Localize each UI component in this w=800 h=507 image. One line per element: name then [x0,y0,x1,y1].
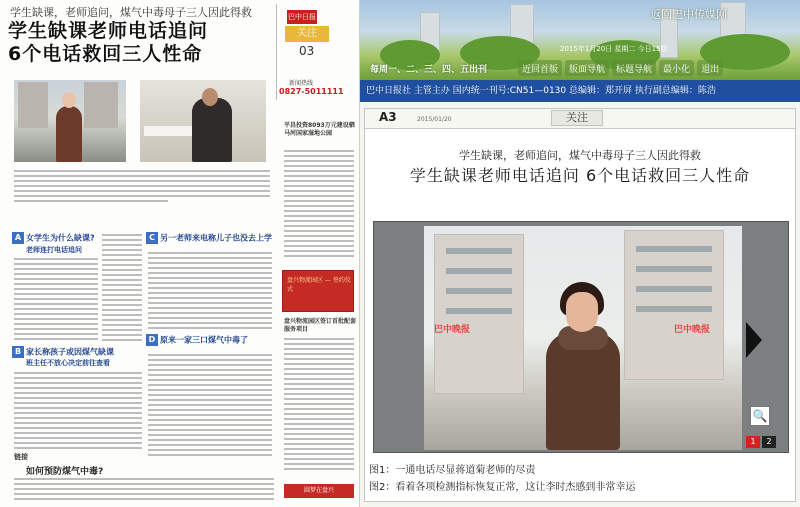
newspaper-photo-patient [140,80,266,162]
newspaper-masthead [276,4,356,100]
site-banner [360,0,800,80]
section-c-heading: C 另一老师来电称儿子也没去上学 [146,232,272,244]
slide-page-1[interactable]: 1 [746,436,760,448]
side-article-title-2: 盘兴物流园区签订首批配套服务项目 [284,318,357,333]
watermark-left: 巴中晚报 [434,325,471,335]
watermark-right: 巴中晚报 [674,325,711,335]
section-d-heading: D 原来一家三口煤气中毒了 [146,334,248,346]
masthead-logo: 巴中日报 [287,10,317,24]
article-lead-text [14,170,270,205]
footer-advert: 圆梦在盘兴 [284,484,354,498]
newspaper-photo-teacher [14,80,126,162]
section-c-text [148,252,272,332]
bottom-link-label: 链接 [14,453,28,461]
side-article-text-1 [284,150,354,260]
back-to-portal-link[interactable]: 返回巴中传媒网 [650,8,727,21]
side-advert [282,270,354,312]
article-date: 2015/01/20 [417,116,452,123]
section-b-text [14,372,142,452]
section-b-heading: B 家长称孩子或因煤气缺课 [12,346,114,358]
section-label: 关注 [551,110,603,126]
section-a-sub: 老师连打电话追问 [26,246,82,254]
side-article-text-2 [284,338,354,473]
photo-caption-2: 图2：看着各项检测指标恢复正常，这让李时杰感到非常幸运 [369,482,636,493]
nav-front-page[interactable]: 近回首版 [518,60,562,76]
hotline-number: 0827-5011111 [279,87,344,96]
publish-days: 每周一、二、三、四、五出刊 [370,65,488,75]
next-arrow-icon[interactable] [746,322,762,358]
side-article-title-1: 平昌投资8093万元建设驷马河国家湿地公园 [284,122,355,137]
nav-title-navigation[interactable]: 标题导航 [612,60,656,76]
photo-caption-1: 图1：一通电话尽显蒋道菊老师的尽责 [369,465,536,476]
top-nav [518,60,723,76]
article-header [365,109,795,129]
side-advert-text: 盘兴物流园区 — 签约仪式 [287,277,351,293]
page-number: 03 [299,44,315,58]
publisher-infobar: 巴中日报社 主管主办 国内统一刊号:CN51—0130 总编辑：郑开屏 执行副总编辑：陈浩 [360,80,800,102]
nav-exit[interactable]: 退出 [697,60,723,76]
newspaper-title-line1: 学生缺课老师电话追问 [8,20,209,42]
issue-date: 2015年1月20日 星期二 今日15版 [560,45,668,53]
slide-pager [746,436,776,448]
section-a-text-2 [102,234,142,344]
article-kicker: 学生缺课，老师追问，煤气中毒母子三人因此得救 [459,149,701,162]
section-a-text [14,258,98,343]
newspaper-page [0,0,360,507]
section-tag: 关注 [285,26,329,42]
newspaper-title-line2: 6个电话救回三人性命 [8,43,203,65]
article-reader [364,108,796,502]
newspaper-kicker: 学生缺课，老师追问，煤气中毒母子三人因此得救 [10,6,252,19]
photo-slideshow [373,221,789,453]
article-title: 学生缺课老师电话追问 6个电话救回三人性命 [409,166,751,185]
section-a-heading: A 女学生为什么缺课? [12,232,95,244]
hotline-label: 新闻热线 [289,80,314,87]
nav-minimize[interactable]: 最小化 [659,60,694,76]
page-label: A3 [379,110,397,124]
slideshow-photo [424,226,742,450]
nav-page-navigation[interactable]: 版面导航 [565,60,609,76]
slide-page-2[interactable]: 2 [762,436,776,448]
bottom-link-title: 如何预防煤气中毒? [26,467,104,477]
zoom-icon[interactable]: 🔍 [750,406,770,426]
bottom-link-text [14,478,274,503]
newspaper-headline [8,4,268,66]
section-d-text [148,354,272,459]
section-b-sub: 班主任不放心决定前往查看 [26,359,110,367]
reader-app [360,0,800,507]
